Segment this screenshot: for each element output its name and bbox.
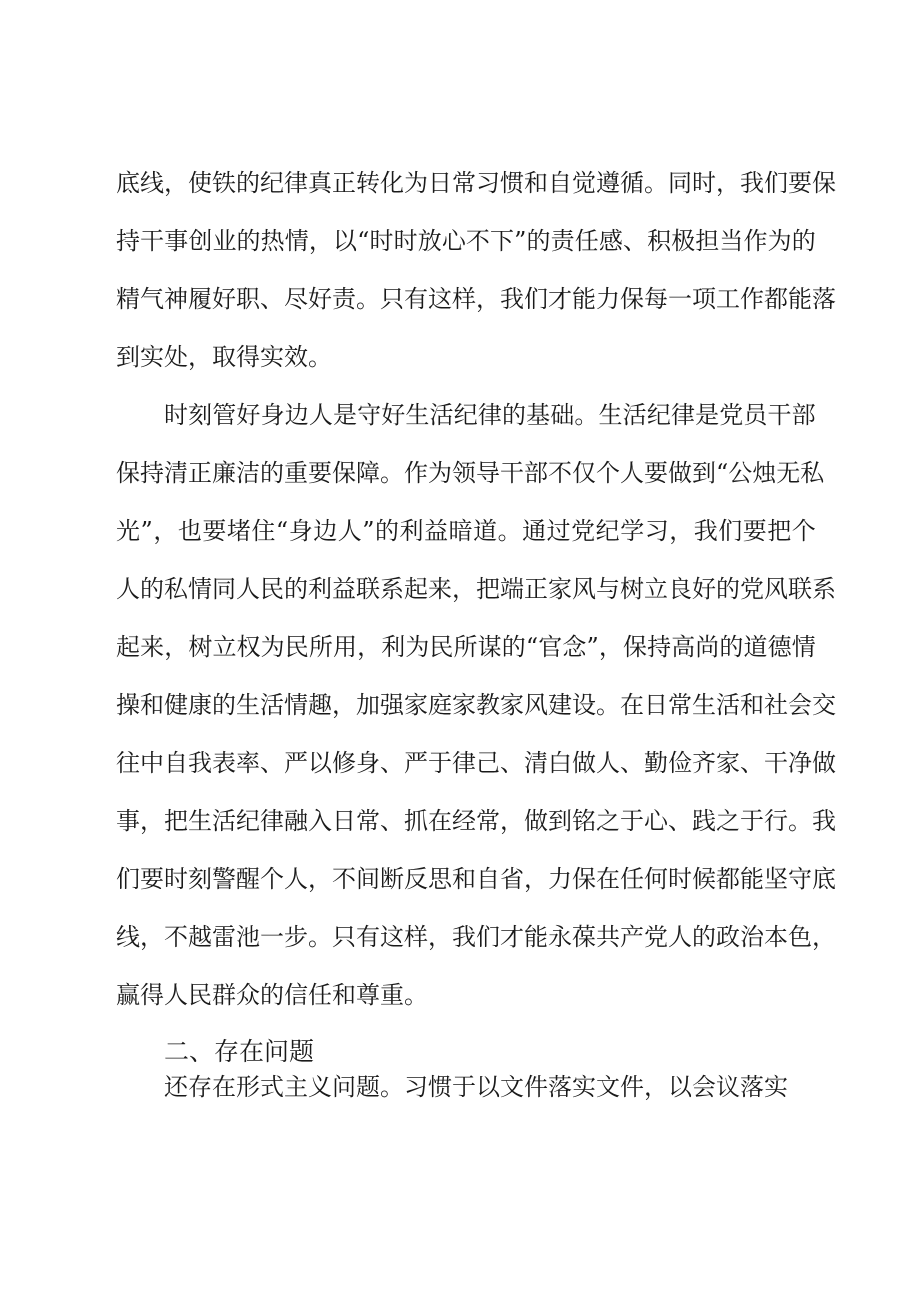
paragraph-line: 赢得人民群众的信任和尊重。 <box>116 981 428 1009</box>
paragraph-line: 人 的 私 情 同 人 民 的 利 益 联 系 起 来 ， 把 端 正 家 风 与 树 立 良 好 的 党 风 联 系 <box>116 575 836 603</box>
paragraph-line: 起 来 ， 树 立 权 为 民 所 用 ， 利 为 民 所 谋 的 “ 官 念 ” ， 保 持 高 尚 的 道 德 情 <box>116 633 816 661</box>
paragraph-line: 底 线 ， 使 铁 的 纪 律 真 正 转 化 为 日 常 习 惯 和 自 觉 遵 循 。 同 时 ， 我 们 要 保 <box>116 169 836 197</box>
paragraph-line: 事 ， 把 生 活 纪 律 融 入 日 常 、 抓 在 经 常 ， 做 到 铭 之 于 心 、 践 之 于 行 。 我 <box>116 807 836 835</box>
paragraph-line: 往 中 自 我 表 率 、 严 以 修 身 、 严 于 律 己 、 清 白 做 人 、 勤 俭 齐 家 、 干 净 做 <box>116 749 836 777</box>
paragraph-line: 保 持 清 正 廉 洁 的 重 要 保 障 。 作 为 领 导 干 部 不 仅 个 人 要 做 到 “ 公 烛 无 私 <box>116 459 825 487</box>
paragraph-line: 光 ” ， 也 要 堵 住 “ 身 边 人 ” 的 利 益 暗 道 。 通 过 党 纪 学 习 ， 我 们 要 把 个 <box>116 517 816 545</box>
section-heading: 二、存在问题 <box>164 1037 315 1066</box>
paragraph-line: 时 刻 管 好 身 边 人 是 守 好 生 活 纪 律 的 基 础 。 生 活 纪 律 是 党 员 干 部 <box>164 401 816 429</box>
paragraph-line: 精 气 神 履 好 职 、 尽 好 责 。 只 有 这 样 ， 我 们 才 能 力 保 每 一 项 工 作 都 能 落 <box>116 285 836 313</box>
paragraph-line: 线 ， 不 越 雷 池 一 步 。 只 有 这 样 ， 我 们 才 能 永 葆 共 产 党 人 的 政 治 本 色 ， <box>116 923 836 951</box>
paragraph-line: 到实处，取得实效。 <box>116 343 332 371</box>
paragraph-line: 们 要 时 刻 警 醒 个 人 ， 不 间 断 反 思 和 自 省 ， 力 保 在 任 何 时 候 都 能 坚 守 底 <box>116 865 836 893</box>
paragraph-line: 操 和 健 康 的 生 活 情 趣 ， 加 强 家 庭 家 教 家 风 建 设 。 在 日 常 生 活 和 社 会 交 <box>116 691 836 719</box>
section-first-line: 还存在形式主义问题。习惯于以文件落实文件，以会议落实 <box>164 1073 788 1101</box>
paragraph-line: 持 干 事 创 业 的 热 情 ， 以 “ 时 时 放 心 不 下 ” 的 责 任 感 、 积 极 担 当 作 为 的 <box>116 227 816 255</box>
